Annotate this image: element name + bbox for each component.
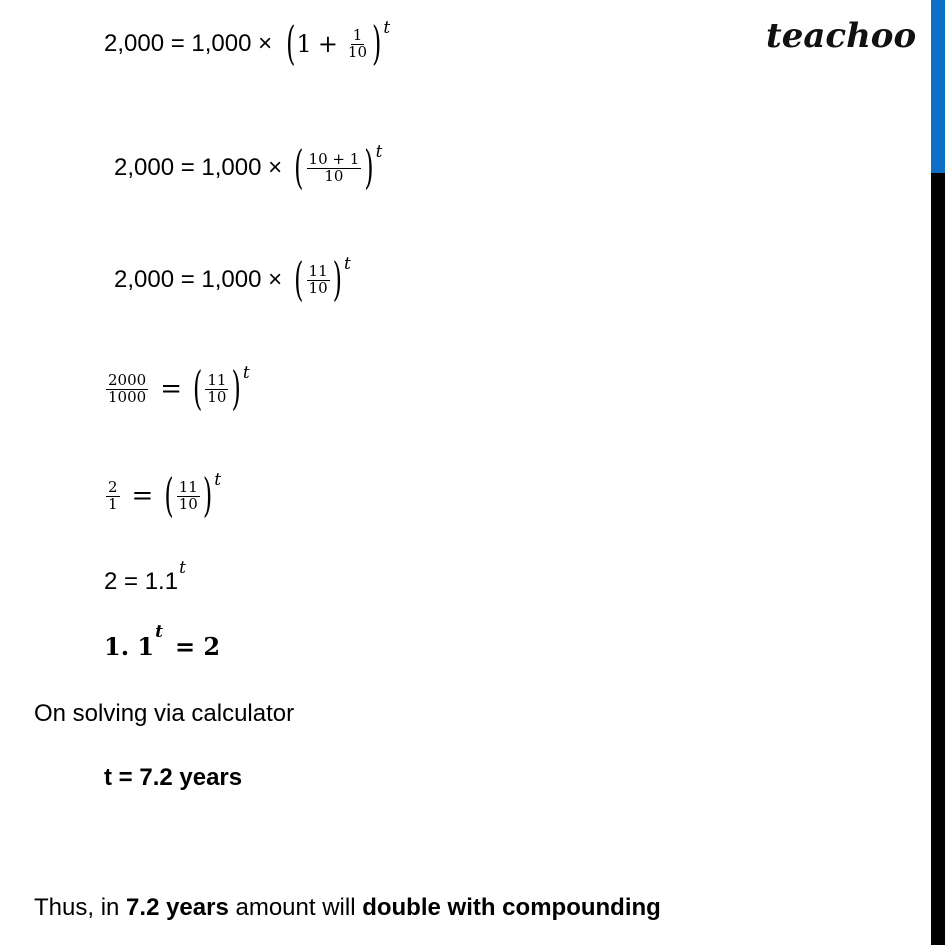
right-paren: ) bbox=[332, 253, 342, 307]
exponent: t bbox=[383, 18, 391, 38]
numerator: 11 bbox=[207, 371, 227, 389]
accent-bar-black bbox=[931, 173, 945, 945]
conclusion-bold1: 7.2 years bbox=[126, 894, 229, 921]
equation-step-7 bbox=[104, 622, 221, 661]
fraction bbox=[205, 373, 228, 406]
conclusion-part2: amount will bbox=[228, 894, 363, 921]
denominator: 10 bbox=[347, 42, 368, 61]
rhs-text: = 2 bbox=[174, 632, 221, 661]
solving-label: On solving via calculator bbox=[34, 700, 295, 727]
numerator: 2 bbox=[108, 478, 118, 496]
lhs-fraction bbox=[106, 373, 148, 406]
result-text bbox=[104, 764, 242, 792]
fraction bbox=[346, 28, 369, 61]
fraction bbox=[177, 480, 200, 513]
exponent: t bbox=[179, 558, 186, 578]
exponent: t bbox=[214, 470, 222, 490]
equation-step-1 bbox=[104, 17, 391, 71]
exponent: t bbox=[242, 363, 250, 383]
numerator: 2000 bbox=[108, 371, 147, 389]
right-paren: ) bbox=[202, 469, 213, 523]
result-value: t = 7.2 years bbox=[104, 764, 243, 791]
denominator: 1000 bbox=[108, 387, 147, 406]
right-paren: ) bbox=[364, 141, 374, 195]
equals-sign: = bbox=[160, 374, 182, 405]
fraction bbox=[307, 152, 362, 185]
numerator: 11 bbox=[178, 478, 198, 496]
lhs-text: 2,000 = 1,000 × bbox=[114, 154, 283, 182]
solving-text bbox=[34, 700, 294, 728]
equation-step-6 bbox=[104, 558, 186, 596]
base-text: 2 = 1.1 bbox=[104, 568, 179, 595]
numerator: 1 bbox=[352, 26, 363, 44]
denominator: 1 bbox=[108, 494, 118, 513]
base-text: 1. 1 bbox=[104, 632, 155, 661]
numerator: 10 + 1 bbox=[308, 150, 360, 168]
lhs-text: 2,000 = 1,000 × bbox=[114, 266, 283, 294]
conclusion-bold2: double with compounding bbox=[362, 894, 661, 921]
equation-step-5 bbox=[104, 469, 222, 523]
equation-step-4 bbox=[104, 362, 250, 416]
left-paren: ( bbox=[286, 17, 296, 71]
accent-bar-blue bbox=[931, 0, 945, 173]
lhs-fraction bbox=[106, 480, 120, 513]
denominator: 10 bbox=[178, 494, 198, 513]
exponent: t bbox=[344, 254, 351, 274]
conclusion-part1: Thus, in bbox=[34, 894, 127, 921]
numerator: 11 bbox=[308, 262, 328, 280]
right-paren: ) bbox=[231, 362, 241, 416]
denominator: 10 bbox=[308, 278, 328, 297]
left-paren: ( bbox=[192, 362, 203, 416]
conclusion-text bbox=[34, 894, 661, 922]
teachoo-logo: teachoo bbox=[766, 16, 917, 56]
lhs-text: 2,000 = 1,000 × bbox=[104, 30, 273, 58]
one: 1 bbox=[296, 30, 312, 59]
exponent: t bbox=[155, 622, 163, 642]
fraction bbox=[307, 264, 330, 297]
equation-step-3 bbox=[114, 253, 351, 307]
equals-sign: = bbox=[131, 481, 154, 512]
denominator: 10 bbox=[324, 166, 344, 185]
plus: + bbox=[317, 30, 338, 59]
left-paren: ( bbox=[164, 469, 174, 523]
equation-step-2 bbox=[114, 141, 383, 195]
left-paren: ( bbox=[294, 253, 304, 307]
denominator: 10 bbox=[207, 387, 227, 406]
left-paren: ( bbox=[294, 141, 304, 195]
right-paren: ) bbox=[372, 17, 382, 71]
exponent: t bbox=[375, 142, 383, 162]
